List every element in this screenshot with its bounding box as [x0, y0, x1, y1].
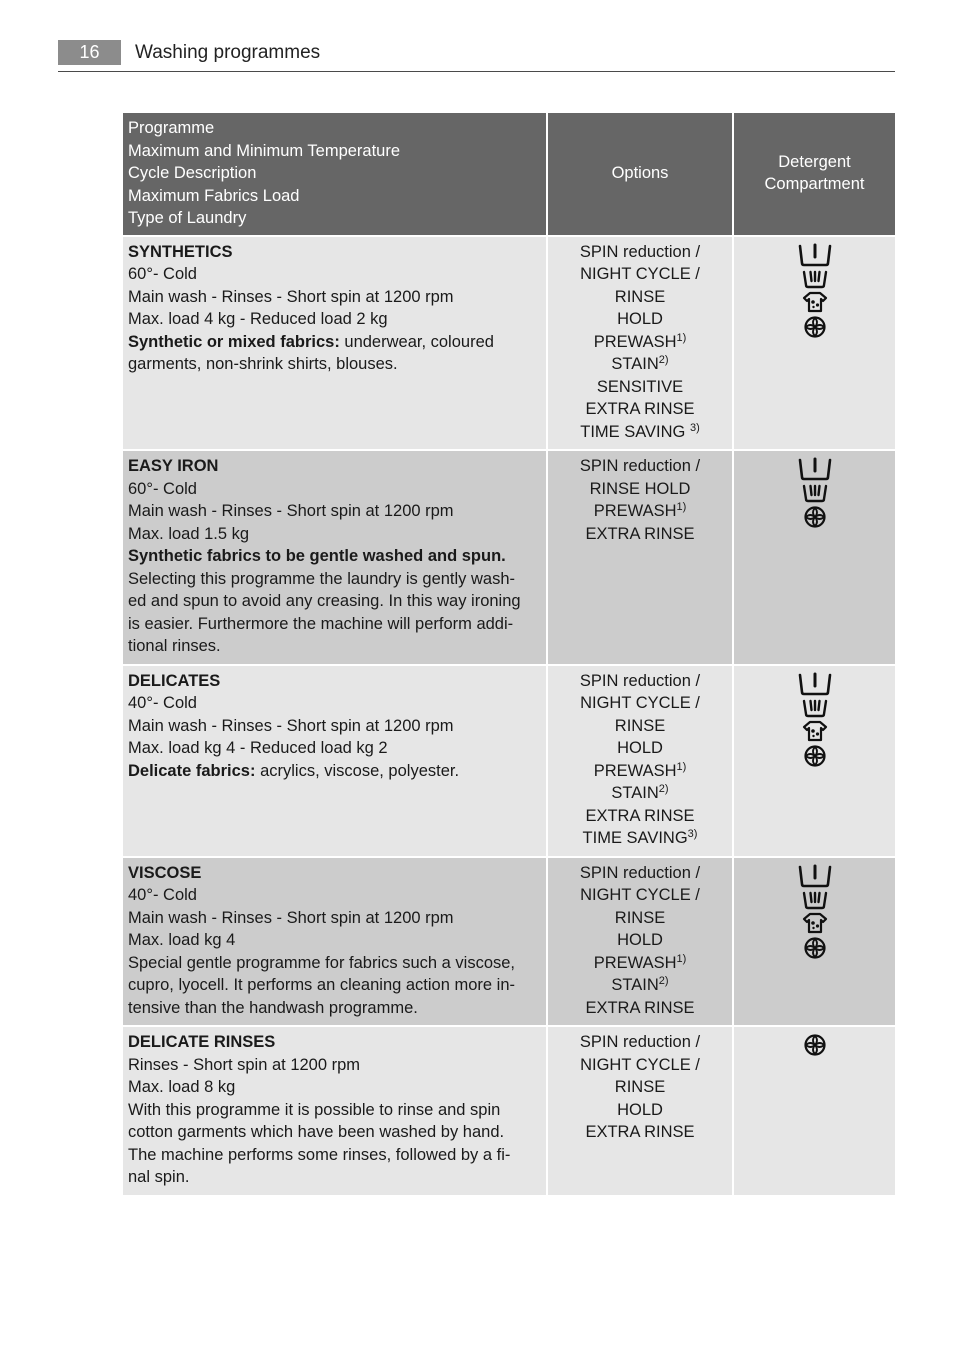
option-label: SPIN reduction /: [579, 1033, 701, 1051]
prewash-compartment-icon: [798, 672, 832, 696]
fabric-softener-compartment-icon: [803, 315, 827, 339]
header-line: Compartment: [764, 175, 865, 194]
laundry-text: Special gentle programme for fabrics such a viscose,: [128, 953, 516, 972]
option-footnote: 2): [658, 354, 669, 366]
option-label: SENSITIVE: [596, 377, 684, 396]
option-item: [553, 692, 727, 737]
laundry-description-line: [128, 760, 541, 783]
option-item: [553, 884, 727, 929]
option-label: NIGHT CYCLE / RINSE: [580, 265, 700, 306]
option-label: STAIN: [611, 355, 659, 373]
detergent-icon-stack: [798, 670, 832, 768]
page-number: 16: [58, 40, 121, 65]
option-label: STAIN: [611, 784, 659, 802]
option-item: [553, 523, 727, 546]
laundry-description-line: [128, 613, 541, 636]
programme-cell: [122, 1026, 547, 1196]
programme-cycle: Main wash - Rinses - Short spin at 1200 rpm: [128, 908, 454, 927]
programme-load: Max. load 4 kg - Reduced load 2 kg: [128, 310, 388, 328]
header-line: Maximum Fabrics Load: [128, 186, 300, 205]
option-footnote: 3): [687, 828, 698, 840]
header-line: Type of Laundry: [128, 209, 247, 227]
programme-temperature: 40°- Cold: [128, 886, 197, 904]
header-options: Options: [547, 112, 733, 236]
programme-name: DELICATES: [128, 671, 221, 690]
options-cell: [547, 857, 733, 1027]
laundry-text: acrylics, viscose, polyester.: [260, 761, 460, 780]
laundry-description-line: [128, 997, 541, 1020]
laundry-description-line: [128, 1099, 541, 1122]
option-label: EXTRA RINSE: [585, 524, 695, 543]
option-item: [553, 455, 727, 478]
table-row: [122, 236, 896, 451]
option-label: NIGHT CYCLE / RINSE: [580, 694, 700, 735]
detergent-icon-stack: [798, 455, 832, 529]
table-body: [122, 236, 896, 1196]
laundry-text: nal spin.: [128, 1168, 190, 1186]
programme-cycle: Main wash - Rinses - Short spin at 1200 rpm: [128, 287, 454, 306]
detergent-cell: [733, 1026, 896, 1196]
option-label: NIGHT CYCLE / RINSE: [580, 886, 700, 927]
option-footnote: 3): [689, 421, 700, 434]
main-wash-compartment-icon: [802, 890, 828, 910]
option-item: [553, 478, 727, 501]
laundry-text: The machine performs some rinses, followed by a fi-: [128, 1145, 511, 1164]
fabric-softener-compartment-icon: [803, 505, 827, 529]
header-line: Detergent: [778, 152, 851, 171]
laundry-description-line: [128, 1121, 541, 1144]
programmes-table: [121, 111, 897, 1197]
option-label: EXTRA RINSE: [585, 1123, 695, 1141]
laundry-text: cupro, lyocell. It performs an cleaning action more in-: [128, 976, 516, 994]
option-label: HOLD: [617, 931, 663, 949]
main-wash-compartment-icon: [802, 698, 828, 718]
table-header-row: [122, 112, 896, 236]
programme-temperature: 40°- Cold: [128, 694, 197, 712]
detergent-cell: [733, 857, 896, 1027]
programme-load: Max. load 8 kg: [128, 1078, 236, 1096]
detergent-icon-stack: [803, 1031, 827, 1057]
programme-load: Max. load 1.5 kg: [128, 524, 250, 543]
laundry-description-line: [128, 1166, 541, 1189]
laundry-description-line: [128, 590, 541, 613]
options-cell: [547, 1026, 733, 1196]
laundry-type-bold: Synthetic or mixed fabrics:: [128, 332, 340, 351]
option-item: [553, 1031, 727, 1054]
option-item: [553, 263, 727, 308]
programme-cell: [122, 236, 547, 451]
laundry-description-line: [128, 952, 541, 975]
option-label: RINSE HOLD: [589, 479, 691, 498]
option-item: [553, 353, 727, 376]
option-item: [553, 952, 727, 975]
programme-cycle: Main wash - Rinses - Short spin at 1200 rpm: [128, 716, 454, 735]
options-cell: [547, 236, 733, 451]
option-label: SPIN reduction /: [579, 671, 701, 690]
laundry-text: tensive than the handwash programme.: [128, 998, 418, 1017]
header-line: Cycle Description: [128, 164, 257, 182]
option-footnote: 1): [676, 501, 687, 513]
option-item: [553, 241, 727, 264]
fabric-softener-compartment-icon: [803, 744, 827, 768]
laundry-description-line: [128, 353, 541, 376]
option-item: [553, 862, 727, 885]
main-wash-compartment-icon: [802, 269, 828, 289]
option-item: [553, 1099, 727, 1122]
detergent-icon-stack: [798, 241, 832, 339]
option-label: HOLD: [617, 1100, 663, 1119]
laundry-text: tional rinses.: [128, 637, 221, 655]
option-label: SPIN reduction /: [579, 457, 701, 475]
option-item: [553, 376, 727, 399]
detergent-cell: [733, 450, 896, 665]
option-item: [553, 500, 727, 523]
stain-remover-compartment-icon: [802, 912, 828, 934]
option-label: HOLD: [617, 739, 663, 757]
prewash-compartment-icon: [798, 864, 832, 888]
laundry-text: ed and spun to avoid any creasing. In this way ironing: [128, 592, 521, 610]
main-wash-compartment-icon: [802, 483, 828, 503]
option-label: NIGHT CYCLE / RINSE: [580, 1055, 700, 1096]
option-item: [553, 760, 727, 783]
page-header: [58, 40, 895, 72]
laundry-text: is easier. Furthermore the machine will perform addi-: [128, 614, 514, 633]
option-footnote: 1): [676, 331, 687, 344]
option-label: PREWASH: [593, 332, 677, 351]
programme-temperature: 60°- Cold: [128, 479, 197, 498]
option-footnote: 1): [676, 952, 687, 965]
laundry-text: With this programme it is possible to rinse and spin: [128, 1100, 501, 1119]
option-item: [553, 805, 727, 828]
header-line: Programme: [128, 119, 215, 137]
header-programme: [122, 112, 547, 236]
programme-name: VISCOSE: [128, 863, 202, 882]
programme-cycle: Rinses - Short spin at 1200 rpm: [128, 1055, 361, 1074]
detergent-icon-stack: [798, 862, 832, 960]
prewash-compartment-icon: [798, 457, 832, 481]
option-label: EXTRA RINSE: [585, 806, 695, 825]
laundry-text: garments, non-shrink shirts, blouses.: [128, 355, 398, 373]
header-line: Maximum and Minimum Temperature: [128, 141, 401, 160]
option-label: PREWASH: [593, 953, 677, 972]
option-item: [553, 308, 727, 331]
option-item: [553, 398, 727, 421]
programme-name: EASY IRON: [128, 457, 219, 475]
table-row: [122, 665, 896, 857]
option-item: [553, 421, 727, 444]
option-item: [553, 331, 727, 354]
detergent-cell: [733, 665, 896, 857]
option-footnote: 1): [676, 760, 687, 773]
option-label: EXTRA RINSE: [585, 998, 695, 1017]
option-label: STAIN: [611, 976, 659, 994]
option-footnote: 2): [658, 975, 669, 987]
option-label: HOLD: [617, 310, 663, 328]
option-label: EXTRA RINSE: [585, 400, 695, 418]
programme-load: Max. load kg 4 - Reduced load kg 2: [128, 739, 388, 757]
header-detergent: [733, 112, 896, 236]
laundry-description-line: [128, 331, 541, 354]
options-cell: [547, 450, 733, 665]
laundry-text: underwear, coloured: [344, 332, 494, 351]
table-row: [122, 857, 896, 1027]
option-item: [553, 827, 727, 850]
option-item: [553, 670, 727, 693]
laundry-description-line: [128, 974, 541, 997]
option-item: [553, 1054, 727, 1099]
programme-cell: [122, 450, 547, 665]
laundry-description-line: [128, 635, 541, 658]
fabric-softener-compartment-icon: [803, 936, 827, 960]
fabric-softener-compartment-icon: [803, 1033, 827, 1057]
stain-remover-compartment-icon: [802, 291, 828, 313]
laundry-text: cotton garments which have been washed by hand.: [128, 1123, 505, 1141]
laundry-description-line: [128, 568, 541, 591]
prewash-compartment-icon: [798, 243, 832, 267]
options-cell: [547, 665, 733, 857]
option-label: PREWASH: [593, 502, 677, 520]
programme-cell: [122, 857, 547, 1027]
programme-cell: [122, 665, 547, 857]
programme-load: Max. load kg 4: [128, 931, 236, 949]
detergent-cell: [733, 236, 896, 451]
option-label: TIME SAVING: [582, 829, 688, 847]
laundry-description-line: [128, 1144, 541, 1167]
laundry-type-bold: Delicate fabrics:: [128, 761, 256, 780]
section-title: Washing programmes: [135, 42, 321, 63]
laundry-text: Selecting this programme the laundry is gently wash-: [128, 569, 516, 588]
programme-temperature: 60°- Cold: [128, 265, 197, 283]
table-row: [122, 1026, 896, 1196]
programme-cycle: Main wash - Rinses - Short spin at 1200 rpm: [128, 502, 454, 520]
option-item: [553, 929, 727, 952]
option-item: [553, 737, 727, 760]
option-item: [553, 1121, 727, 1144]
laundry-type-bold: Synthetic fabrics to be gentle washed and spun.: [128, 547, 506, 565]
option-item: [553, 974, 727, 997]
option-item: [553, 782, 727, 805]
programme-name: DELICATE RINSES: [128, 1033, 276, 1051]
stain-remover-compartment-icon: [802, 720, 828, 742]
option-label: TIME SAVING: [580, 422, 690, 441]
option-label: SPIN reduction /: [579, 242, 701, 261]
programme-name: SYNTHETICS: [128, 242, 233, 261]
option-label: SPIN reduction /: [579, 863, 701, 882]
table-row: [122, 450, 896, 665]
option-label: PREWASH: [593, 761, 677, 780]
option-item: [553, 997, 727, 1020]
option-footnote: 2): [658, 783, 669, 795]
